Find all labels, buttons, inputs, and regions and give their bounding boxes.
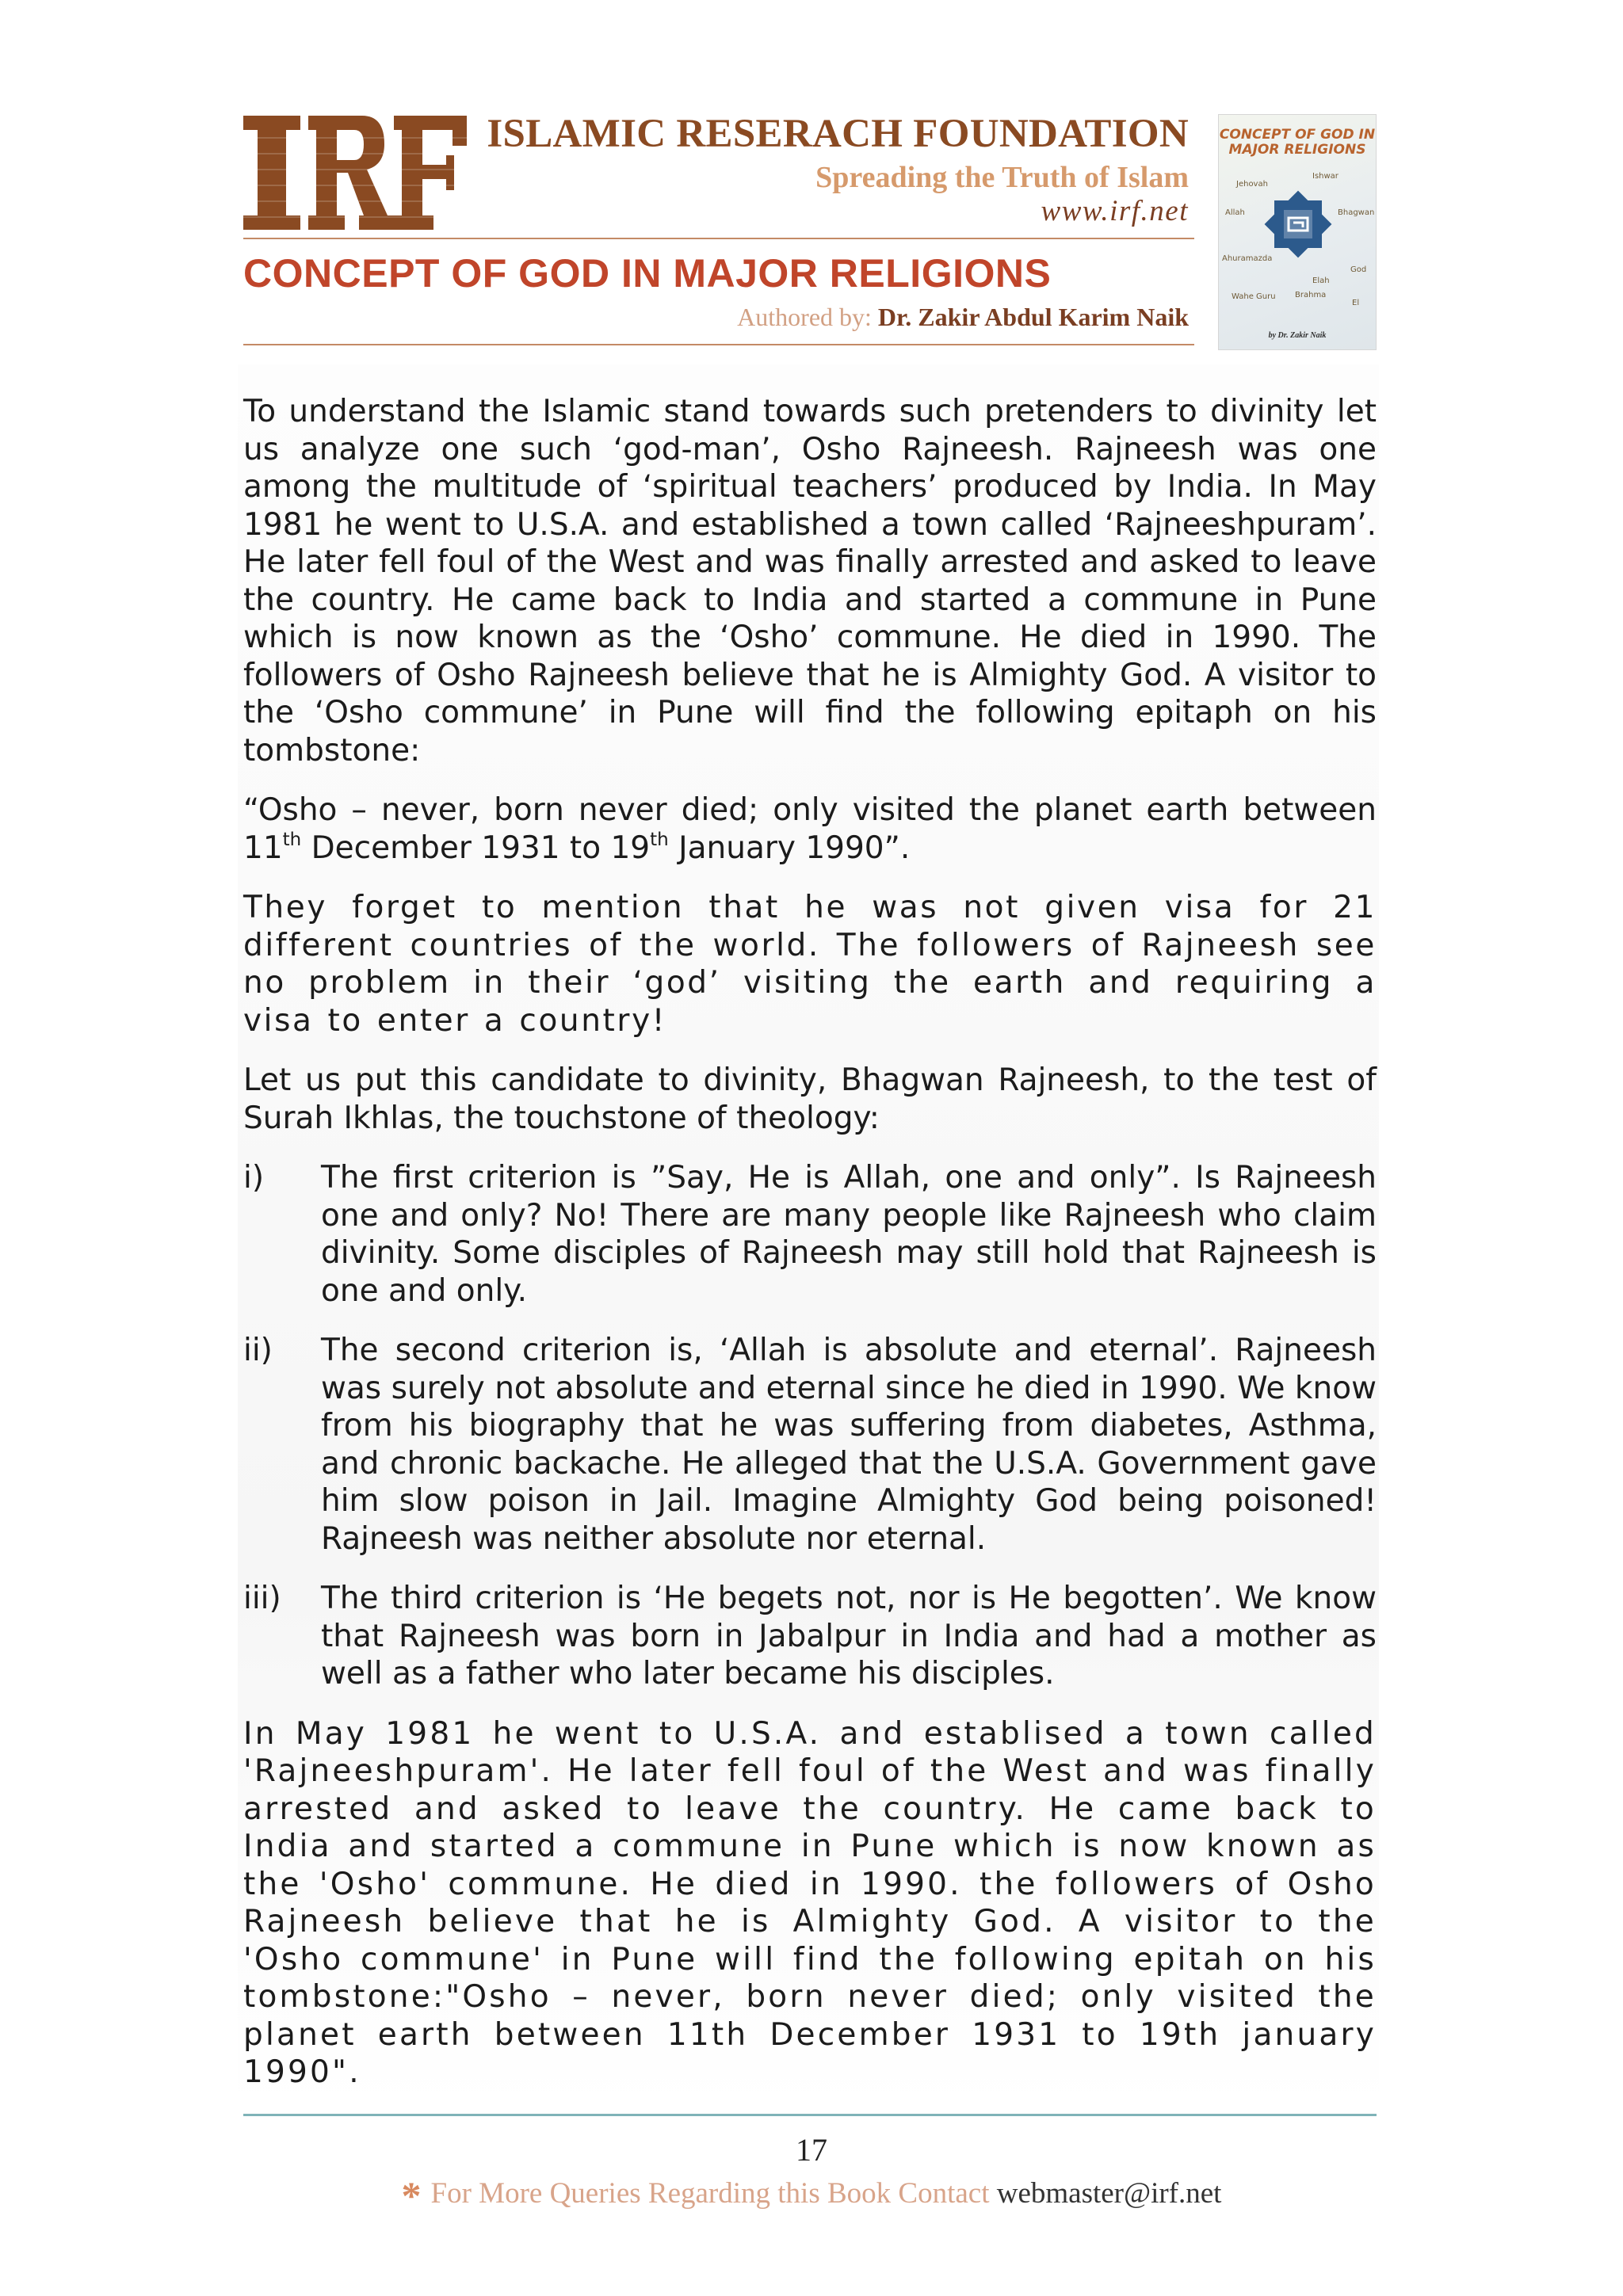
list-text: The second criterion is, ‘Allah is absolute and eternal’. Rajneesh was surely not absolute and eternal since he died in 1990. We know from his biography that he was suffering from diabetes, Asthma, and chronic backache. He alleged that the U.S.A. Government gave him slow poison in Jail. Imagine Almighty God being poisoned! Rajneesh was neither absolute nor eternal. (321, 1333, 1377, 1557)
website-link[interactable]: www.irf.net (1041, 195, 1189, 227)
paragraph-repeat: In May 1981 he went to U.S.A. and establised a town called 'Rajneeshpuram'. He later fell foul of the West and was finally arrested and asked to leave the country. He came back to India and started a commune in Pune which is now known as the 'Osho' commune. He died in 1990. the followers of Osho Rajneesh believe that he is Almighty God. A visitor to the 'Osho commune' in Pune will find the following epitah on his tombstone:"Osho – never, born never died; only visited the planet earth between 11th December 1931 to 19th january 1990". (243, 1715, 1377, 2090)
list-number: ii) (243, 1333, 273, 1368)
paragraph-intro: To understand the Islamic stand towards such pretenders to divinity let us analyze one such ‘god-man’, Osho Rajneesh. Rajneesh was one among the multitude of ‘spiritual teachers’ produced by India. In May 1981 he went to U.S.A. and established a town called ‘Rajneeshpuram’. He later fell foul of the West and was finally arrested and asked to leave the country. He came back to India and started a commune in Pune which is now known as the ‘Osho’ commune. He died in 1990. The followers of Osho Rajneesh believe that he is Almighty God. A visitor to the ‘Osho commune’ in Pune will find the following epitaph on his tombstone: (243, 394, 1377, 769)
asterisk-icon: * (401, 2173, 422, 2218)
page-header (243, 111, 1377, 349)
cover-word: Allah (1225, 208, 1245, 217)
footer-contact-text: For More Queries Regarding this Book Contact (430, 2177, 990, 2210)
list-item (243, 1580, 1377, 1693)
cover-word: El (1352, 299, 1360, 307)
book-title: CONCEPT OF GOD IN MAJOR RELIGIONS (243, 251, 1052, 296)
book-cover-thumbnail (1218, 114, 1377, 350)
paragraph-epitaph-quote (243, 791, 1377, 867)
cover-word: Ahuramazda (1222, 254, 1273, 263)
organization-name: ISLAMIC RESERACH FOUNDATION (487, 112, 1189, 156)
list-item (243, 1332, 1377, 1558)
cover-word: Jehovah (1236, 180, 1268, 189)
cover-word: Brahma (1295, 291, 1327, 299)
list-number: i) (243, 1160, 265, 1196)
page-content (243, 393, 1377, 2114)
footer-divider (243, 2114, 1377, 2116)
superscript-th: th (650, 829, 669, 850)
cover-word: Elah (1312, 277, 1330, 285)
author-line (737, 303, 1189, 332)
cover-word: Wahe Guru (1232, 292, 1276, 301)
paragraph-test-intro: Let us put this candidate to divinity, Bhagwan Rajneesh, to the test of Surah Ikhlas, the touchstone of theology: (243, 1062, 1377, 1136)
cover-word: Bhagwan (1338, 208, 1375, 217)
header-divider-top (243, 238, 1194, 239)
list-item (243, 1159, 1377, 1310)
quote-part: “Osho – never, born never died; only visited the planet earth between 11 (243, 792, 1377, 866)
cover-word: God (1350, 265, 1367, 274)
irf-logo-graphic (243, 114, 467, 231)
header-divider-bottom (243, 344, 1194, 345)
cover-word: Ishwar (1312, 172, 1338, 181)
cover-author: by Dr. Zakir Naik (1268, 331, 1327, 340)
organization-tagline: Spreading the Truth of Islam (815, 161, 1189, 194)
list-text: The third criterion is ‘He begets not, nor is He begotten’. We know that Rajneesh was born in Jabalpur in India and had a mother as well as a father who later became his disciples. (321, 1581, 1377, 1691)
page-number: 17 (796, 2132, 827, 2168)
quote-part: January 1990”. (668, 830, 911, 866)
author-prefix: Authored by: (737, 303, 872, 331)
contact-email-link[interactable]: webmaster@irf.net (996, 2177, 1222, 2210)
list-number: iii) (243, 1581, 281, 1616)
list-text: The first criterion is ”Say, He is Allah, one and only”. Is Rajneesh one and only? No! There are many people like Rajneesh who claim divinity. Some disciples of Rajneesh may still hold that Rajneesh is one and only. (321, 1160, 1377, 1309)
paragraph-visa: They forget to mention that he was not given visa for 21 different countries of the world. The followers of Rajneesh see no problem in their ‘god’ visiting the earth and requiring a visa to enter a country! (243, 890, 1377, 1039)
quote-part: December 1931 to 19 (301, 830, 651, 866)
footer-contact (0, 2172, 1623, 2218)
eight-point-star-icon (1257, 183, 1339, 265)
cover-title: CONCEPT OF GOD IN MAJOR RELIGIONS (1219, 127, 1376, 158)
irf-logo (243, 114, 467, 231)
author-name: Dr. Zakir Abdul Karim Naik (877, 303, 1189, 331)
superscript-th: th (282, 829, 302, 850)
